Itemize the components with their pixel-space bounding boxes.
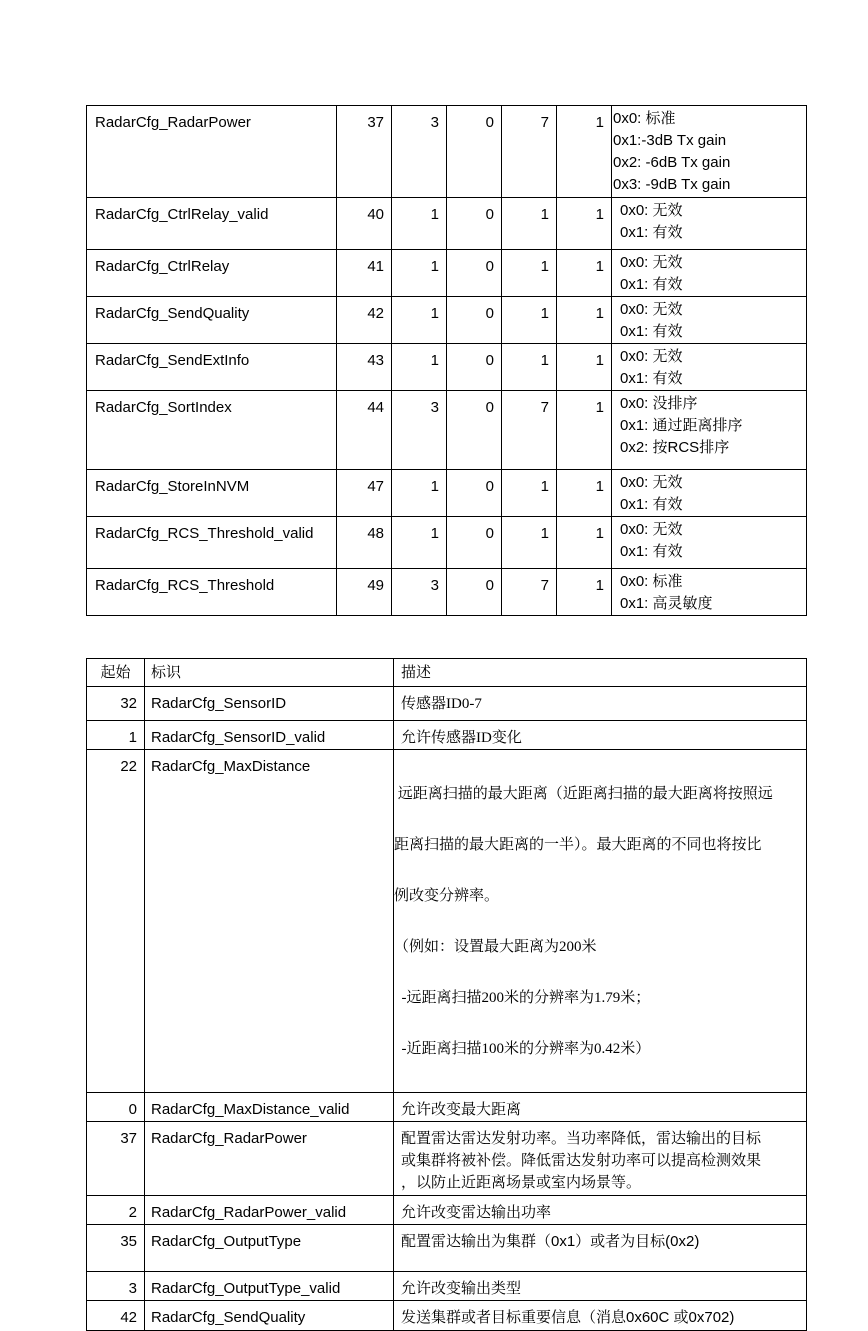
start-bit: 1 [87,721,145,750]
desc-line: -近距离扫描100米的分辨率为0.42米） [394,1041,651,1057]
max-value: 1 [502,344,557,391]
signal-name: RadarCfg_SendQuality [87,297,337,344]
desc-line: 允许改变雷达输出功率 [401,1204,552,1221]
value-line: 0x0: 无效 [620,301,683,318]
description-table [86,658,807,1331]
min-value: 0 [447,198,502,250]
length: 1 [392,470,447,517]
table-row [87,750,807,1093]
start-bit: 48 [337,517,392,569]
signal-description [394,1225,807,1272]
signal-ident: RadarCfg_MaxDistance [145,750,394,1093]
signal-description [394,1272,807,1301]
signal-ident: RadarCfg_OutputType [145,1225,394,1272]
desc-line: 例改变分辨率。 [394,888,500,904]
resolution: 1 [557,569,612,616]
value-line: 0x1:-3dB Tx gain [613,132,727,149]
value-line: 0x0: 无效 [620,254,683,271]
table-row [87,1093,807,1122]
length: 3 [392,569,447,616]
table-row [87,391,807,470]
desc-line: ，以防止近距离场景或室内场景等。 [401,1174,642,1191]
resolution: 1 [557,391,612,470]
start-bit: 37 [337,106,392,198]
min-value: 0 [447,569,502,616]
signal-table [86,105,807,616]
table-row [87,1225,807,1272]
value-description [612,470,807,517]
desc-line: 传感器ID0-7 [401,696,482,712]
signal-description [394,750,807,1093]
value-description [612,250,807,297]
start-bit: 43 [337,344,392,391]
value-description [612,517,807,569]
value-line: 0x0: 标准 [620,573,683,590]
value-description [612,106,807,198]
desc-line: 允许传感器ID变化 [401,730,522,746]
signal-ident: RadarCfg_RadarPower [145,1122,394,1196]
start-bit: 2 [87,1196,145,1225]
table-row [87,1196,807,1225]
value-line: 0x1: 有效 [620,224,683,241]
signal-ident: RadarCfg_OutputType_valid [145,1272,394,1301]
signal-description [394,721,807,750]
column-header-ident: 标识 [145,659,394,687]
length: 1 [392,517,447,569]
value-line: 0x0: 无效 [620,521,683,538]
min-value: 0 [447,106,502,198]
signal-name: RadarCfg_SendExtInfo [87,344,337,391]
resolution: 1 [557,470,612,517]
resolution: 1 [557,106,612,198]
column-header-start: 起始 [87,659,145,687]
start-bit: 42 [337,297,392,344]
value-line: 0x0: 无效 [620,202,683,219]
value-line: 0x1: 通过距离排序 [620,417,743,434]
column-header-desc: 描述 [394,659,807,687]
max-value: 7 [502,106,557,198]
value-description [612,344,807,391]
value-description [612,391,807,470]
start-bit: 35 [87,1225,145,1272]
signal-ident: RadarCfg_SendQuality [145,1301,394,1331]
signal-name: RadarCfg_CtrlRelay_valid [87,198,337,250]
table-row [87,470,807,517]
desc-line: -远距离扫描200米的分辨率为1.79米； [394,990,651,1006]
table-row [87,1122,807,1196]
value-line: 0x3: -9dB Tx gain [613,176,731,193]
desc-line: 距离扫描的最大距离的一半）。最大距离的不同也将按比 [394,837,762,853]
resolution: 1 [557,297,612,344]
table-row [87,297,807,344]
max-value: 7 [502,391,557,470]
desc-line: 发送集群或者目标重要信息（消息0x60C 或0x702) [401,1309,735,1326]
length: 1 [392,297,447,344]
value-line: 0x1: 有效 [620,543,683,560]
signal-ident: RadarCfg_MaxDistance_valid [145,1093,394,1122]
value-line: 0x2: -6dB Tx gain [613,154,731,171]
signal-description [394,1301,807,1331]
table-header-row [87,659,807,687]
signal-name: RadarCfg_CtrlRelay [87,250,337,297]
min-value: 0 [447,250,502,297]
desc-line: 允许改变最大距离 [401,1101,522,1118]
resolution: 1 [557,198,612,250]
table-row [87,1301,807,1331]
signal-name: RadarCfg_RCS_Threshold [87,569,337,616]
desc-line: 配置雷达雷达发射功率。当功率降低，雷达输出的目标 [401,1130,762,1147]
signal-description [394,1122,807,1196]
desc-line: 允许改变输出类型 [401,1280,522,1297]
table-row [87,517,807,569]
resolution: 1 [557,517,612,569]
signal-description [394,1093,807,1122]
table-row [87,687,807,721]
value-line: 0x0: 无效 [620,474,683,491]
resolution: 1 [557,250,612,297]
start-bit: 32 [87,687,145,721]
signal-ident: RadarCfg_SensorID [145,687,394,721]
start-bit: 40 [337,198,392,250]
start-bit: 42 [87,1301,145,1331]
value-line: 0x1: 有效 [620,496,683,513]
value-description [612,198,807,250]
start-bit: 49 [337,569,392,616]
table-row [87,1272,807,1301]
min-value: 0 [447,470,502,517]
value-line: 0x1: 高灵敏度 [620,595,713,612]
signal-ident: RadarCfg_RadarPower_valid [145,1196,394,1225]
signal-name: RadarCfg_StoreInNVM [87,470,337,517]
length: 1 [392,250,447,297]
min-value: 0 [447,344,502,391]
start-bit: 41 [337,250,392,297]
length: 3 [392,391,447,470]
desc-line: 或集群将被补偿。降低雷达发射功率可以提高检测效果 [401,1152,762,1169]
start-bit: 0 [87,1093,145,1122]
min-value: 0 [447,391,502,470]
value-line: 0x2: 按RCS排序 [620,439,730,456]
value-line: 0x0: 没排序 [620,395,698,412]
value-line: 0x0: 无效 [620,348,683,365]
max-value: 1 [502,297,557,344]
signal-description [394,1196,807,1225]
table-row [87,344,807,391]
table-row [87,250,807,297]
value-line: 0x1: 有效 [620,370,683,387]
max-value: 1 [502,198,557,250]
signal-name: RadarCfg_SortIndex [87,391,337,470]
length: 3 [392,106,447,198]
signal-name: RadarCfg_RCS_Threshold_valid [87,517,337,569]
signal-description [394,687,807,721]
start-bit: 44 [337,391,392,470]
min-value: 0 [447,517,502,569]
max-value: 1 [502,470,557,517]
desc-line: （例如：设置最大距离为200米 [394,939,597,955]
table-row [87,569,807,616]
desc-line: 远距离扫描的最大距离（近距离扫描的最大距离将按照远 [394,786,773,802]
value-description [612,569,807,616]
table-row [87,198,807,250]
signal-ident: RadarCfg_SensorID_valid [145,721,394,750]
value-line: 0x1: 有效 [620,276,683,293]
signal-name: RadarCfg_RadarPower [87,106,337,198]
start-bit: 3 [87,1272,145,1301]
start-bit: 47 [337,470,392,517]
max-value: 1 [502,517,557,569]
desc-line: 配置雷达输出为集群（0x1）或者为目标(0x2) [401,1233,700,1250]
resolution: 1 [557,344,612,391]
length: 1 [392,198,447,250]
value-line: 0x0: 标准 [613,110,676,127]
table-row [87,106,807,198]
start-bit: 22 [87,750,145,1093]
value-line: 0x1: 有效 [620,323,683,340]
table-row [87,721,807,750]
value-description [612,297,807,344]
min-value: 0 [447,297,502,344]
max-value: 7 [502,569,557,616]
length: 1 [392,344,447,391]
start-bit: 37 [87,1122,145,1196]
max-value: 1 [502,250,557,297]
